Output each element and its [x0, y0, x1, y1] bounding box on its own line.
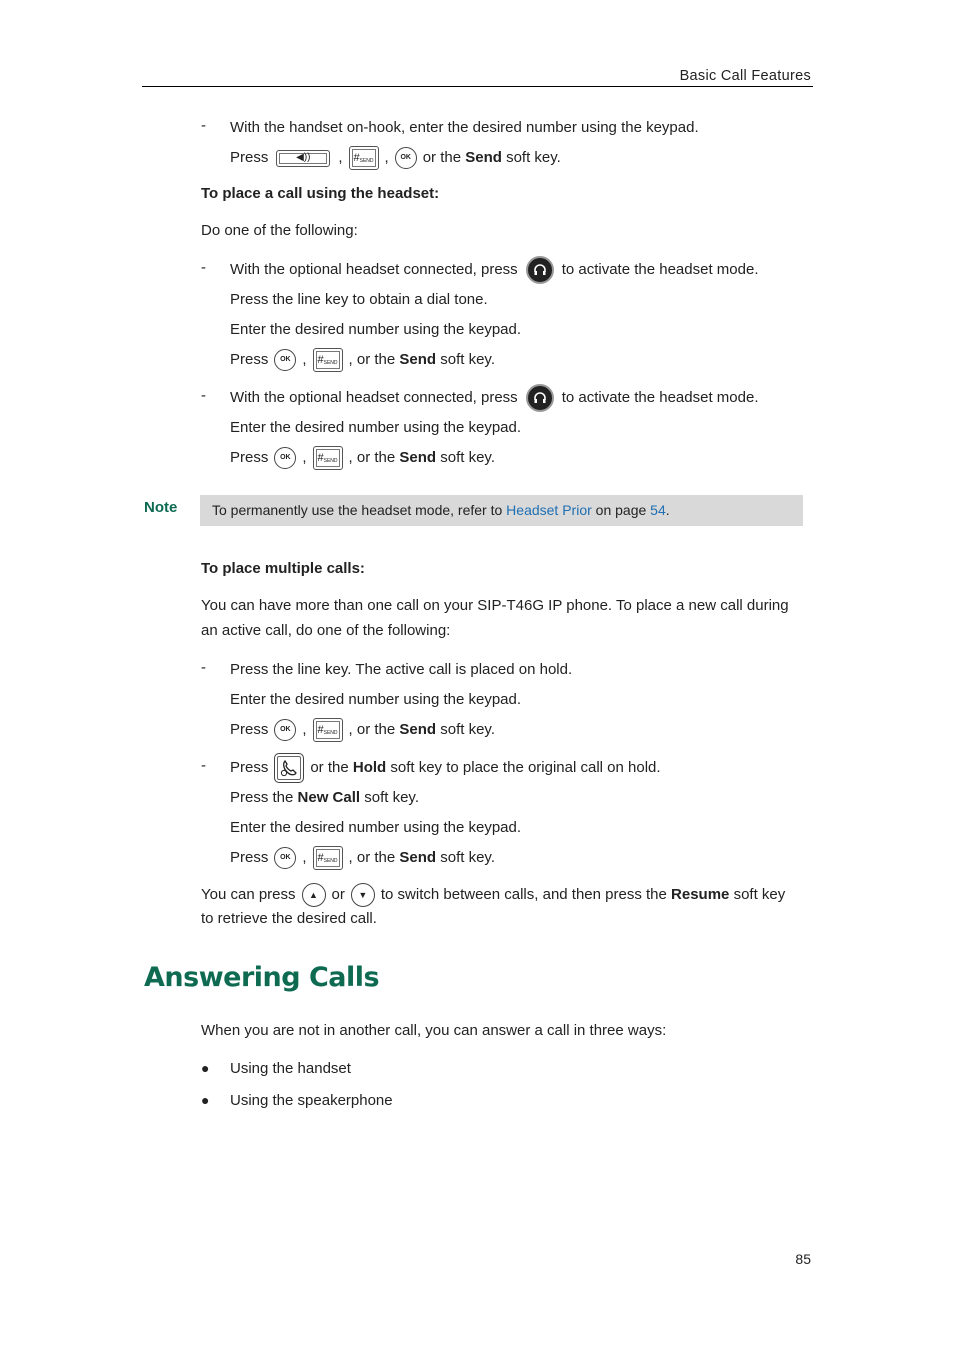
multiple-option-1-line-1: Press the line key. The active call is placed on hold.	[230, 661, 573, 678]
up-arrow-key-icon: ▲	[302, 883, 326, 907]
hash-send-key-icon: # SEND	[313, 348, 343, 372]
page-number: 85	[795, 1251, 811, 1267]
press-keys-line: Press ◀)) , # SEND , OK or the Send soft key.	[230, 147, 561, 169]
headset-key-icon	[526, 256, 554, 284]
multiple-option-2-line-2: Press the New Call soft key.	[230, 789, 419, 806]
hash-send-key-icon: # SEND	[313, 446, 343, 470]
headset-option-1-press-line: Press OK , # SEND , or the Send soft key.	[230, 349, 495, 371]
headset-prior-link[interactable]: Headset Prior	[506, 502, 592, 518]
note-label: Note	[144, 499, 178, 516]
bullet-icon: ●	[201, 1060, 210, 1076]
switch-calls-line-1: You can press ▲ or ▼ to switch between calls, and then press the Resume soft key	[201, 884, 785, 906]
headset-option-2-press-line: Press OK , # SEND , or the Send soft key.	[230, 447, 495, 469]
multiple-option-2-line-1: Press or the Hold soft key to place the original call on hold.	[230, 757, 661, 779]
list-item: Using the handset	[230, 1060, 351, 1077]
list-dash: -	[201, 117, 206, 134]
multiple-option-1-press-line: Press OK , # SEND , or the Send soft key.	[230, 719, 495, 741]
ok-key-icon: OK	[395, 147, 417, 169]
multiple-calls-para-line-1: You can have more than one call on your SIP-T46G IP phone. To place a new call during	[201, 597, 789, 614]
speakerphone-key-icon: ◀))	[276, 150, 330, 167]
list-dash: -	[201, 757, 206, 774]
hold-key-icon	[274, 753, 304, 783]
headset-option-1-line-2: Press the line key to obtain a dial tone.	[230, 291, 488, 308]
multiple-calls-para-line-2: an active call, do one of the following:	[201, 622, 451, 639]
list-dash: -	[201, 387, 206, 404]
down-arrow-key-icon: ▼	[351, 883, 375, 907]
multiple-calls-heading: To place multiple calls:	[201, 560, 365, 577]
answering-intro: When you are not in another call, you can answer a call in three ways:	[201, 1022, 667, 1039]
multiple-option-2-press-line: Press OK , # SEND , or the Send soft key.	[230, 847, 495, 869]
note-box: To permanently use the headset mode, refer to Headset Prior on page 54.	[200, 495, 803, 526]
bullet-icon: ●	[201, 1092, 210, 1108]
header-rule	[142, 86, 813, 87]
running-header: Basic Call Features	[679, 68, 811, 84]
headset-option-1-line-3: Enter the desired number using the keypad.	[230, 321, 522, 338]
hash-send-key-icon: # SEND	[313, 718, 343, 742]
text-line: With the handset on-hook, enter the desired number using the keypad.	[230, 119, 699, 136]
headset-intro: Do one of the following:	[201, 222, 358, 239]
hash-send-key-icon: # SEND	[313, 846, 343, 870]
ok-key-icon: OK	[274, 447, 296, 469]
list-dash: -	[201, 259, 206, 276]
multiple-option-1-line-2: Enter the desired number using the keypad.	[230, 691, 522, 708]
switch-calls-line-2: to retrieve the desired call.	[201, 910, 377, 927]
headset-heading: To place a call using the headset:	[201, 185, 440, 202]
ok-key-icon: OK	[274, 349, 296, 371]
headset-option-2-line-1: With the optional headset connected, press to activate the headset mode.	[230, 387, 758, 409]
hash-send-key-icon: # SEND	[349, 146, 379, 170]
headset-option-2-line-2: Enter the desired number using the keypad.	[230, 419, 522, 436]
list-dash: -	[201, 659, 206, 676]
multiple-option-2-line-3: Enter the desired number using the keypad.	[230, 819, 522, 836]
headset-option-1-line-1: With the optional headset connected, press to activate the headset mode.	[230, 259, 758, 281]
list-item: Using the speakerphone	[230, 1092, 393, 1109]
headset-key-icon	[526, 384, 554, 412]
page-link[interactable]: 54	[650, 502, 666, 518]
ok-key-icon: OK	[274, 719, 296, 741]
section-title: Answering Calls	[144, 962, 380, 993]
ok-key-icon: OK	[274, 847, 296, 869]
